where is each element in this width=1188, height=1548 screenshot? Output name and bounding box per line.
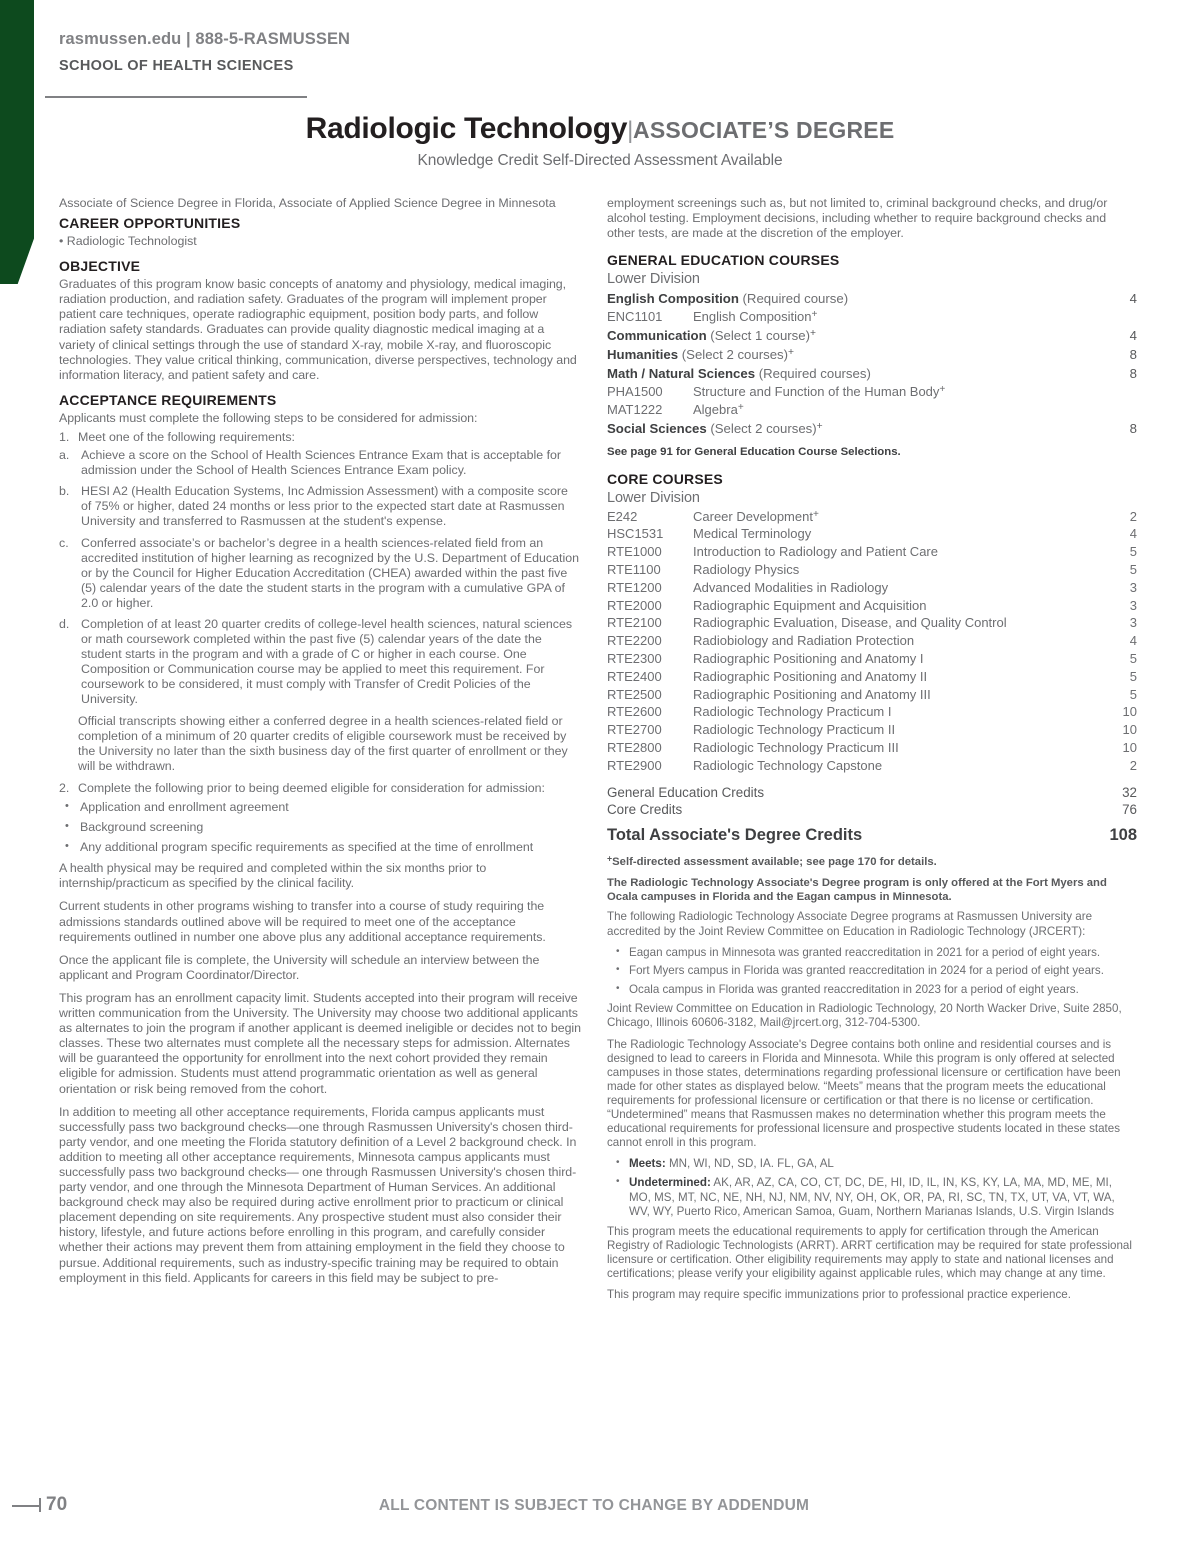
course-credits: 5 [1129,668,1137,684]
course-name: Radiographic Equipment and Acquisition [693,597,927,613]
acceptance-intro: Applicants must complete the following steps to be considered for admission: [59,410,478,425]
category-credits: 8 [1129,420,1137,436]
objective-text: Graduates of this program know basic concepts of anatomy and physiology, medical imaging, radiation production, and radiation safety. Graduates of the program will implement proper patient care techniques, operate radiographic equipment, position body parts, and follow radiation safety standards. Graduates can provide quality diagnostic medical imaging at a variety of clinical settings through the use of standard X-ray, mobile X-ray, and fluoroscopic technologies. They value critical thinking, communication, diverse perspectives, technology and information literacy, and patient safety and care. [59,277,577,382]
course-credits: 5 [1129,562,1137,578]
step-2-bullets [59,800,581,855]
course-name: Introduction to Radiology and Patient Care [693,544,938,560]
table-row [607,668,1137,686]
background-check-paragraph: In addition to meeting all other acceptance requirements, Florida campus applicants must successfully pass two background checks—one through Rasmussen University's chosen third-party vendor, and one meeting the Florida statutory definition of a Level 2 background check. In addition to meeting all other acceptance requirements, Minnesota campus applicants must successfully pass two background checks— one through Rasmussen University's chosen third-party vendor, and one through the Minnesota Department of Human Services. An additional background check may also be required during active enrollment prior to practicum or clinical placement depending on site requirements. Any prospective student must also consider their history, lifestyle, and future actions before enrolling in this program, and carefully consider whether their actions may prevent them from attaining employment in the field they choose to pursue. Additional requirements, such as industry-specific training may be required to obtain employment in this field. Applicants for careers in this field may be subject to pre- [59,1104,577,1285]
course-code: PHA1500 [607,384,663,400]
table-row [607,419,1137,438]
licensure-disclosure: The Radiologic Technology Associate's Degree contains both online and residential courses and is designed to lead to careers in Florida and Minnesota. While this program is only offered at selected campuses in those states, determinations regarding professional licensure or certification have been made for other states as displayed below. “Meets” means that the program meets the educational requirements for professional licensure or certification or that there is no license or certification. “Undetermined” means that Rasmussen makes no determination whether this program meets the educational requirements for professional licensure and prospective students located in these states cannot enroll in this program. [607,1037,1121,1150]
category-credits: 8 [1129,366,1137,382]
step-2-text: Complete the following prior to being deemed eligible for consideration for admission: [78,780,545,795]
course-code: RTE2800 [607,740,662,756]
course-name: Radiographic Positioning and Anatomy I [693,651,924,667]
course-name: Radiology Physics [693,562,800,578]
course-code: MAT1222 [607,401,663,417]
sub-item-marker: b. [59,484,70,499]
course-code: RTE2600 [607,704,662,720]
jrcert-intro: The following Radiologic Technology Associate Degree programs at Rasmussen University are accredited by the Joint Review Committee on Education in Radiologic Technology (JRCERT): [607,910,1093,938]
course-code: RTE1000 [607,544,662,560]
gened-course-table [607,289,1137,437]
category-name: Math / Natural Sciences [607,366,756,382]
total-label: General Education Credits [607,784,765,800]
sub-item-marker: d. [59,616,70,631]
category-name: Social Sciences [607,420,707,436]
category-credits: 8 [1129,347,1137,363]
grand-total-label: Total Associate's Degree Credits [607,825,863,844]
course-credits: 10 [1122,740,1137,756]
course-credits: 2 [1129,757,1137,773]
course-code: RTE2500 [607,686,662,702]
arrt-paragraph: This program meets the educational requirements to apply for certification through the American Registry of Radiologic Technologists (ARRT). ARRT certification may be required for state professional licensure or certification. Other eligibility requirements may apply to state and national licenses and certifications; please verify your eligibility against applicable rules, which may change at any time. [607,1224,1132,1280]
acceptance-step-2-list [59,781,581,796]
site-contact-line: rasmussen.edu | 888-5-RASMUSSEN [59,30,351,48]
course-name: Medical Terminology [693,526,812,542]
course-credits: 3 [1129,579,1137,595]
title-separator: | [627,117,634,144]
self-directed-marker: + [809,328,816,340]
course-credits: 10 [1122,704,1137,720]
grand-total-row [607,822,1137,848]
course-credits: 3 [1129,615,1137,631]
category-credits: 4 [1129,328,1137,344]
course-credits: 4 [1129,633,1137,649]
table-row [607,801,1137,819]
core-division-label: Lower Division [607,489,700,506]
self-directed-marker: + [812,508,819,520]
course-credits: 5 [1129,544,1137,560]
table-row [607,739,1137,757]
undetermined-states: AK, AR, AZ, CA, CO, CT, DC, DE, HI, ID, IL, IN, KS, KY, LA, MA, MD, ME, MI, MO, MS, MT, NC, NE, NH, NJ, NM, NV, NY, OH, OK, OR, PA, RI, SC, TN, TX, UT, VA, VT, WA, WV, WY, Puerto Rico, American Samoa, Guam, Northern Marianas Islands, U.S. Virgin Islands [629,1175,1115,1219]
course-credits: 2 [1129,508,1137,524]
step-1-text: Meet one of the following requirements: [78,429,295,444]
enrollment-capacity-paragraph: This program has an enrollment capacity limit. Students accepted into their program will receive written communication from the University. The University may choose two additional applicants as alternates to join the program if another applicant is deemed ineligible or decides not to begin classes. These two alternates must complete all the necessary steps for admission. Alternates will be guaranteed the opportunity for enrollment into the next cohort provided they remain eligible for admission. Students must attend programmatic orientation as well as general orientation or risk being removed from the cohort. [59,990,581,1096]
list-item [59,536,581,611]
table-row [607,686,1137,704]
total-label: Core Credits [607,802,683,818]
course-credits: 4 [1129,526,1137,542]
course-name: Structure and Function of the Human Body+ [693,384,946,400]
page-header [59,30,369,74]
acceptance-requirements-heading: ACCEPTANCE REQUIREMENTS [59,391,277,408]
course-code: RTE2300 [607,651,662,667]
course-name: Radiologic Technology Practicum I [693,704,892,720]
program-name: Radiologic Technology [305,112,628,145]
table-row [607,632,1137,650]
career-item: • Radiologic Technologist [59,234,197,249]
table-row [607,508,1137,526]
page-number: 70 [46,1494,68,1515]
table-row [607,289,1137,308]
course-code: RTE1100 [607,562,661,578]
acceptance-step-2 [59,781,581,796]
jrcert-bullets [607,946,1137,998]
course-credits: 3 [1129,597,1137,613]
continued-paragraph: employment screenings such as, but not limited to, criminal background checks, and drug/or alcohol testing. Employment decisions, including whether to require background checks and other tests, are made at the discretion of the employer. [607,196,1108,241]
degree-availability-line: Associate of Science Degree in Florida, Associate of Applied Science Degree in Minnesota [59,196,556,210]
objective-heading: OBJECTIVE [59,258,141,275]
course-code: E242 [607,508,638,524]
course-name: English Composition+ [693,309,818,325]
course-code: RTE2700 [607,722,662,738]
list-item: • Fort Myers campus in Florida was granted reaccreditation in 2024 for a period of eight years. [607,964,1137,979]
transfer-students-paragraph: Current students in other programs wishing to transfer into a course of study requiring the admissions standards outlined above will be required to meet one of the acceptance requirements outlined in number one above plus any additional acceptance requirements. [59,899,546,944]
course-name: Algebra+ [693,401,744,417]
page-title [100,112,1100,148]
undetermined-label: Undetermined: [629,1175,711,1189]
acceptance-sub-list [59,448,581,708]
table-row [607,597,1137,615]
career-opportunities-heading: CAREER OPPORTUNITIES [59,215,241,232]
course-credits: 5 [1129,651,1137,667]
course-name: Radiologic Technology Practicum III [693,740,899,756]
sub-item-text: Completion of at least 20 quarter credits of college-level health sciences, natural sciences or math coursework completed within the past five (5) calendar years of the date the student starts in the program and with a grade of C or higher in each course. One Composition or Communication course may be applied to meet this requirement. For coursework to be considered, it must comply with Transfer of Credit Policies of the University. [81,616,573,707]
course-code: RTE2100 [607,615,662,631]
table-row [607,721,1137,739]
self-directed-marker: + [816,420,823,432]
course-name: Advanced Modalities in Radiology [693,579,889,595]
course-code: RTE2900 [607,757,662,773]
step-1-marker: 1. [59,429,70,444]
self-directed-marker: + [737,402,744,414]
step-2-marker: 2. [59,780,70,795]
course-name: Career Development+ [693,508,819,524]
acceptance-steps-list [59,430,581,445]
page-footer [0,1494,1188,1520]
table-row [607,543,1137,561]
category-qualifier: (Select 2 courses) [706,420,817,436]
gened-see-page-note: See page 91 for General Education Course Selections. [607,445,901,458]
course-name: Radiographic Positioning and Anatomy III [693,686,931,702]
list-item [607,1157,1137,1172]
course-name: Radiologic Technology Practicum II [693,722,896,738]
gened-division-label: Lower Division [607,271,700,288]
self-directed-marker: + [811,309,818,321]
course-code: RTE2400 [607,668,662,684]
meets-label: Meets: [629,1157,666,1171]
table-row [607,650,1137,668]
course-credits: 5 [1129,686,1137,702]
course-code: ENC1101 [607,309,663,325]
category-name: Humanities [607,347,679,363]
immunization-paragraph: This program may require specific immunizations prior to professional practice experience. [607,1288,1071,1302]
table-row [607,561,1137,579]
category-qualifier: (Select 1 course) [706,328,810,344]
table-row [607,703,1137,721]
category-credits: 4 [1129,291,1137,307]
sub-item-marker: a. [59,448,70,463]
course-name: Radiobiology and Radiation Protection [693,633,915,649]
table-row [607,579,1137,597]
list-item: • Application and enrollment agreement [59,800,581,815]
left-column [59,196,581,1294]
table-row [607,525,1137,543]
category-name: English Composition [607,291,739,307]
header-divider [45,96,307,98]
course-credits: 10 [1122,722,1137,738]
self-directed-footnote: +Self-directed assessment available; see page 170 for details. [607,853,937,868]
interview-paragraph: Once the applicant file is complete, the University will schedule an interview between the applicant and Program Coordinator/Director. [59,952,540,982]
course-code: RTE2000 [607,597,662,613]
list-item [59,448,581,478]
transcripts-paragraph: Official transcripts showing either a conferred degree in a health sciences-related field or completion of a minimum of 20 quarter credits of eligible coursework must be received by the University no later than the sixth business day of the first quarter of enrollment or they will be withdrawn. [78,713,568,773]
page-subtitle: Knowledge Credit Self-Directed Assessment Available [417,152,783,169]
acceptance-step-1 [59,430,581,445]
licensure-state-lists [607,1157,1137,1219]
sub-item-marker: c. [59,535,69,550]
course-name: Radiologic Technology Capstone [693,757,883,773]
category-qualifier: (Required courses) [755,366,871,382]
table-row [607,757,1137,775]
degree-type: ASSOCIATE’S DEGREE [633,117,895,143]
footer-disclaimer: ALL CONTENT IS SUBJECT TO CHANGE BY ADDENDUM [378,1497,810,1514]
credit-totals [607,784,1137,848]
core-courses-heading: CORE COURSES [607,470,723,487]
grand-total-value: 108 [1109,825,1137,844]
campus-offering-note: The Radiologic Technology Associate's Degree program is only offered at the Fort Myers and Ocala campuses in Florida and the Eagan campus in Minnesota. [607,877,1107,903]
list-item: • Background screening [59,820,581,835]
list-item: • Any additional program specific requirements as specified at the time of enrollment [59,840,581,855]
right-column [607,196,1137,1309]
sub-item-text: HESI A2 (Health Education Systems, Inc Admission Assessment) with a composite score of 75% or higher, dated 24 months or less prior to the expected start date at Rasmussen University and transferred to Rasmussen at the student's expense. [81,484,568,529]
table-row [607,401,1137,419]
table-row [607,308,1137,326]
self-directed-marker: + [607,853,613,864]
course-code: RTE2200 [607,633,662,649]
list-item [59,617,581,708]
list-item [59,484,581,529]
category-qualifier: (Select 2 courses) [678,347,789,363]
list-item: • Eagan campus in Minnesota was granted reaccreditation in 2021 for a period of eight years. [607,946,1137,961]
decorative-green-tab [0,0,34,284]
table-row [607,326,1137,345]
course-code: HSC1531 [607,526,664,542]
course-code: RTE1200 [607,579,662,595]
total-value: 76 [1122,802,1137,818]
table-row [607,784,1137,802]
table-row [607,364,1137,383]
meets-states: MN, WI, ND, SD, IA. FL, GA, AL [668,1157,834,1171]
general-education-heading: GENERAL EDUCATION COURSES [607,252,840,269]
core-course-table [607,508,1137,775]
school-name: SCHOOL OF HEALTH SCIENCES [59,58,294,74]
program-title-block [100,112,1100,170]
list-item: • Ocala campus in Florida was granted reaccreditation in 2023 for a period of eight years. [607,983,1137,998]
list-item [607,1176,1137,1220]
self-directed-marker: + [939,384,946,396]
table-row [607,345,1137,364]
table-row [607,614,1137,632]
jrcert-address: Joint Review Committee on Education in Radiologic Technology, 20 North Wacker Drive, Suite 2850, Chicago, Illinois 60606-3182, Mail@jrcert.org, 312-704-5300. [607,1002,1122,1030]
course-name: Radiographic Positioning and Anatomy II [693,668,928,684]
category-name: Communication [607,328,707,344]
self-directed-marker: + [788,347,795,359]
health-physical-paragraph: A health physical may be required and completed within the six months prior to internship/practicum as specified by the clinical facility. [59,861,487,891]
course-name: Radiographic Evaluation, Disease, and Quality Control [693,615,1007,631]
sub-item-text: Achieve a score on the School of Health Sciences Entrance Exam that is acceptable for admission under the School of Health Sciences Entrance Exam policy. [81,448,562,478]
total-value: 32 [1122,784,1137,800]
category-qualifier: (Required course) [738,291,849,307]
sub-item-text: Conferred associate’s or bachelor’s degree in a health sciences-related field from an accredited institution of higher learning as recognized by the U.S. Department of Education or by the Council for Higher Education Accreditation (CHEA) awarded within the past five (5) calendar years of the date the student starts in the program with a cumulative GPA of 2.0 or higher. [81,535,579,610]
table-row [607,383,1137,401]
